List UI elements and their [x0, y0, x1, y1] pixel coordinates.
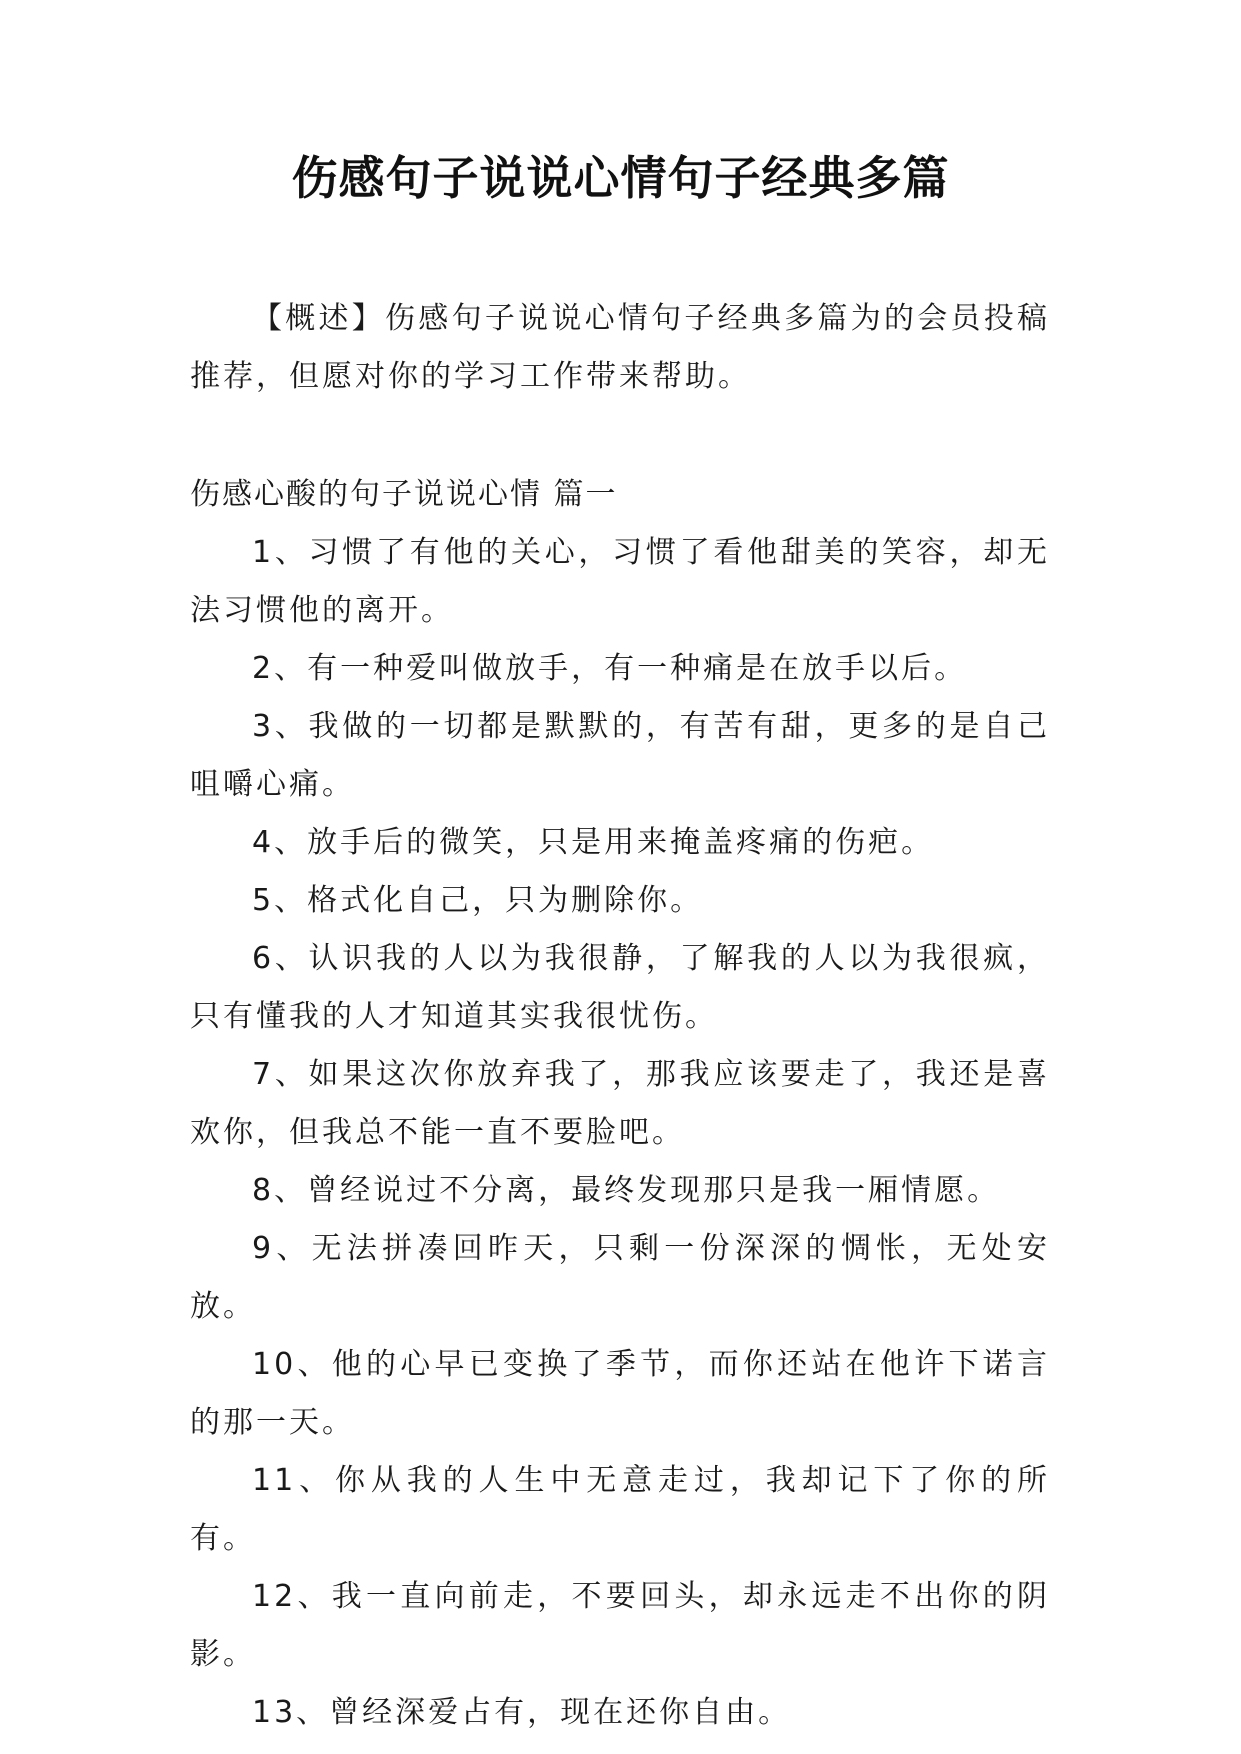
list-item: 13、曾经深爱占有，现在还你自由。 — [252, 1695, 792, 1730]
list-item: 3、我做的一切都是默默的，有苦有甜，更多的是自己咀嚼心痛。 — [190, 709, 1050, 802]
summary-paragraph: 【概述】伤感句子说说心情句子经典多篇为的会员投稿推荐，但愿对你的学习工作带来帮助。 — [190, 301, 1050, 394]
list-item: 2、有一种爱叫做放手，有一种痛是在放手以后。 — [252, 651, 968, 686]
list-item: 8、曾经说过不分离，最终发现那只是我一厢情愿。 — [252, 1173, 1001, 1208]
document-body — [190, 290, 1050, 1742]
list-item: 6、认识我的人以为我很静，了解我的人以为我很疯，只有懂我的人才知道其实我很忧伤。 — [190, 941, 1050, 1034]
section-heading: 伤感心酸的句子说说心情 篇一 — [190, 477, 618, 512]
document-title: 伤感句子说说心情句子经典多篇 — [291, 151, 950, 205]
list-item: 4、放手后的微笑，只是用来掩盖疼痛的伤疤。 — [252, 825, 935, 860]
list-item: 12、我一直向前走，不要回头，却永远走不出你的阴影。 — [190, 1579, 1050, 1672]
list-item: 5、格式化自己，只为删除你。 — [252, 883, 704, 918]
list-item: 9、无法拼凑回昨天，只剩一份深深的惆怅，无处安放。 — [190, 1231, 1050, 1324]
list-item: 10、他的心早已变换了季节，而你还站在他许下诺言的那一天。 — [190, 1347, 1050, 1440]
list-item: 11、你从我的人生中无意走过，我却记下了你的所有。 — [190, 1463, 1050, 1556]
list-item: 1、习惯了有他的关心，习惯了看他甜美的笑容，却无法习惯他的离开。 — [190, 535, 1050, 628]
list-item: 7、如果这次你放弃我了，那我应该要走了，我还是喜欢你，但我总不能一直不要脸吧。 — [190, 1057, 1050, 1150]
